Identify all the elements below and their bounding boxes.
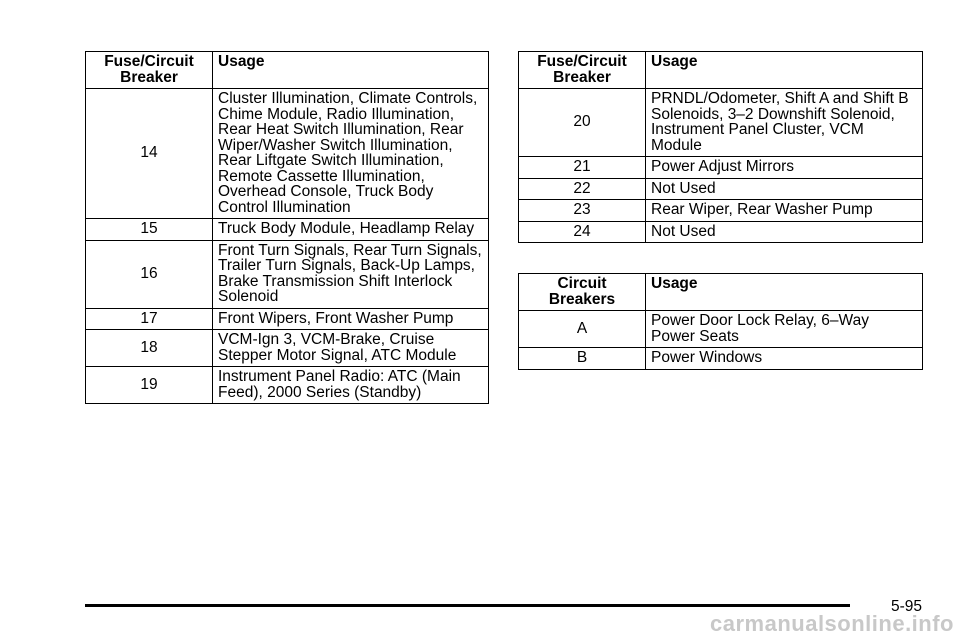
fuse-table-right xyxy=(518,51,923,243)
table-row xyxy=(519,200,923,222)
fuse-usage: Not Used xyxy=(646,221,923,243)
fuse-number: 21 xyxy=(519,157,646,179)
column-header-usage: Usage xyxy=(646,274,923,311)
table-header-row xyxy=(519,52,923,89)
fuse-number: 15 xyxy=(86,219,213,241)
fuse-usage: VCM-Ign 3, VCM-Brake, Cruise Stepper Motor Signal, ATC Module xyxy=(213,330,489,367)
fuse-number: 17 xyxy=(86,308,213,330)
fuse-number: 14 xyxy=(86,89,213,219)
fuse-table-left xyxy=(85,51,489,404)
table-row xyxy=(86,330,489,367)
breaker-id: B xyxy=(519,348,646,370)
fuse-usage: Cluster Illumination, Climate Controls, Chime Module, Radio Illumination, Rear Heat Switch Illumination, Rear Wiper/Washer Switch Illumination, Rear Liftgate Switch Illumination, Remote Cassette Illumination, Overhead Console, Truck Body Control Illumination xyxy=(213,89,489,219)
fuse-number: 23 xyxy=(519,200,646,222)
page-number: 5-95 xyxy=(891,598,923,615)
table-row xyxy=(86,367,489,404)
fuse-number: 24 xyxy=(519,221,646,243)
column-header-fuse: Fuse/Circuit Breaker xyxy=(86,52,213,89)
table-row xyxy=(86,240,489,308)
table-header-row xyxy=(519,274,923,311)
table-row xyxy=(86,89,489,219)
column-header-breaker: Circuit Breakers xyxy=(519,274,646,311)
breaker-usage: Power Door Lock Relay, 6–Way Power Seats xyxy=(646,311,923,348)
table-row xyxy=(519,89,923,157)
table-row xyxy=(519,221,923,243)
fuse-usage: Instrument Panel Radio: ATC (Main Feed), 2000 Series (Standby) xyxy=(213,367,489,404)
fuse-number: 22 xyxy=(519,178,646,200)
fuse-number: 19 xyxy=(86,367,213,404)
watermark: carmanualsonline.info xyxy=(710,611,954,636)
column-header-usage: Usage xyxy=(213,52,489,89)
breaker-id: A xyxy=(519,311,646,348)
fuse-number: 20 xyxy=(519,89,646,157)
footer-rule xyxy=(85,604,850,607)
circuit-breaker-table xyxy=(518,273,923,370)
table-row xyxy=(519,311,923,348)
table-row xyxy=(519,348,923,370)
table-row xyxy=(86,308,489,330)
fuse-usage: Front Wipers, Front Washer Pump xyxy=(213,308,489,330)
fuse-usage: PRNDL/Odometer, Shift A and Shift B Solenoids, 3–2 Downshift Solenoid, Instrument Panel Cluster, VCM Module xyxy=(646,89,923,157)
column-header-usage: Usage xyxy=(646,52,923,89)
fuse-number: 18 xyxy=(86,330,213,367)
fuse-usage: Front Turn Signals, Rear Turn Signals, Trailer Turn Signals, Back-Up Lamps, Brake Transmission Shift Interlock Solenoid xyxy=(213,240,489,308)
fuse-usage: Not Used xyxy=(646,178,923,200)
table-row xyxy=(86,219,489,241)
column-header-fuse: Fuse/Circuit Breaker xyxy=(519,52,646,89)
fuse-usage: Rear Wiper, Rear Washer Pump xyxy=(646,200,923,222)
table-header-row xyxy=(86,52,489,89)
table-row xyxy=(519,157,923,179)
breaker-usage: Power Windows xyxy=(646,348,923,370)
fuse-usage: Power Adjust Mirrors xyxy=(646,157,923,179)
fuse-number: 16 xyxy=(86,240,213,308)
fuse-usage: Truck Body Module, Headlamp Relay xyxy=(213,219,489,241)
table-row xyxy=(519,178,923,200)
